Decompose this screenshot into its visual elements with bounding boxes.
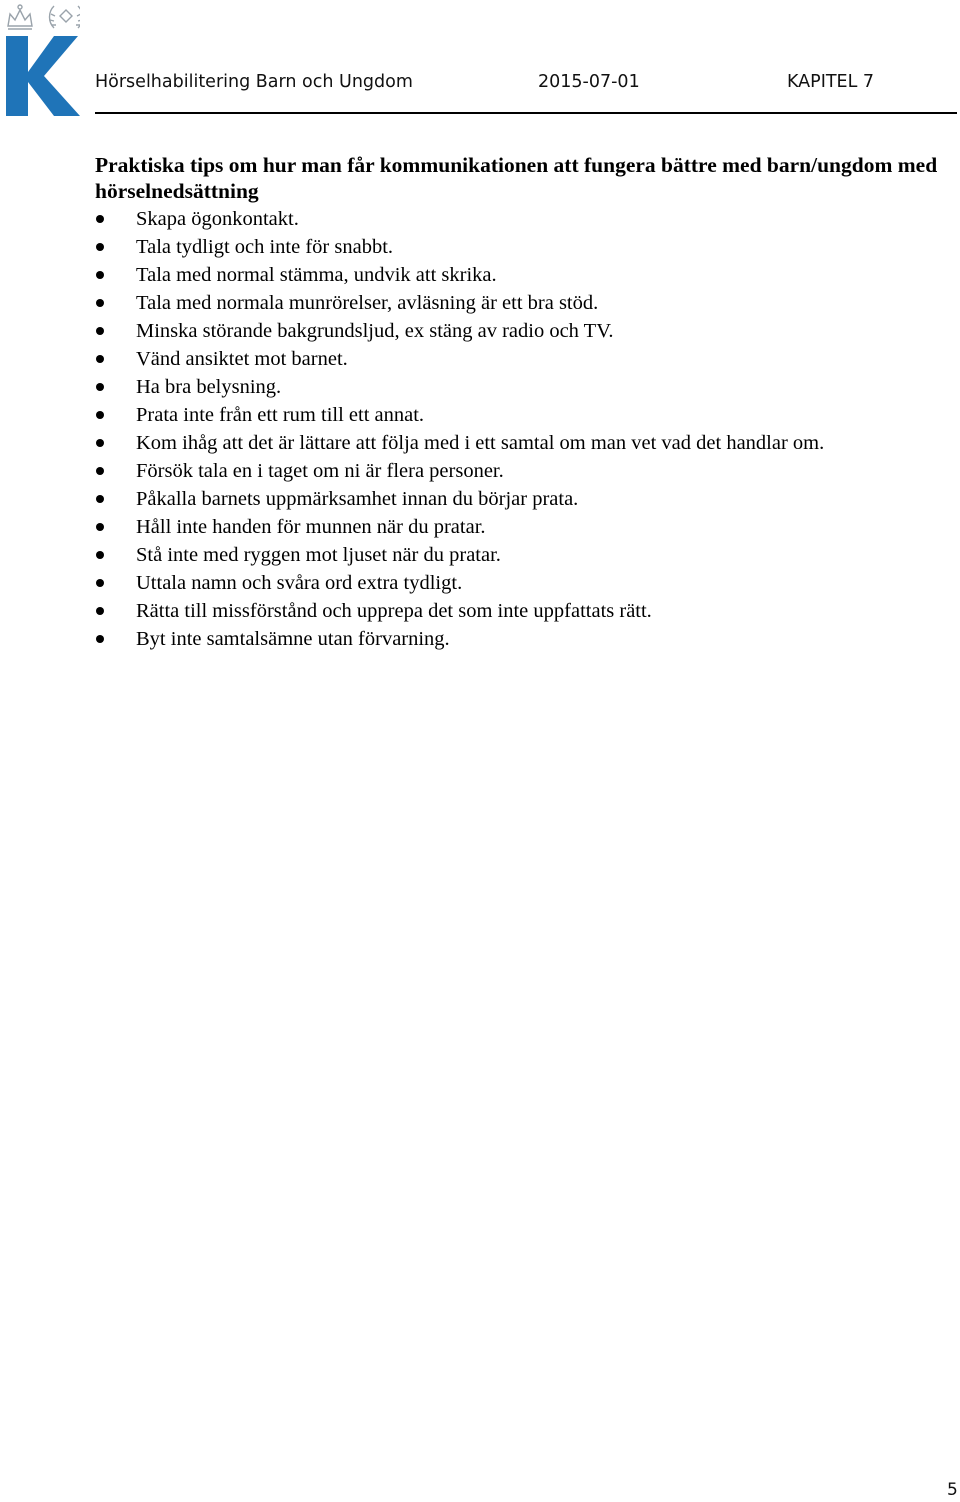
list-item xyxy=(95,485,955,513)
header-title: Hörselhabilitering Barn och Ungdom xyxy=(95,72,413,92)
list-item-text: Skapa ögonkontakt. xyxy=(136,208,299,230)
section-heading: Praktiska tips om hur man får kommunikationen att fungera bättre med barn/ungdom med hörselnedsättning xyxy=(95,153,938,203)
list-item-text: Tala med normala munrörelser, avläsning är ett bra stöd. xyxy=(136,292,599,314)
header-divider xyxy=(95,112,957,114)
list-item xyxy=(95,289,955,317)
list-item xyxy=(95,317,955,345)
list-item-text: Vänd ansiktet mot barnet. xyxy=(136,348,348,370)
list-item xyxy=(95,513,955,541)
list-item-text: Håll inte handen för munnen när du pratar. xyxy=(136,516,486,538)
list-item xyxy=(95,541,955,569)
main-content xyxy=(95,152,955,653)
list-item xyxy=(95,625,955,653)
list-item-text: Stå inte med ryggen mot ljuset när du pratar. xyxy=(136,544,501,566)
tips-list xyxy=(95,205,955,653)
bullet-icon xyxy=(96,495,104,503)
list-item-text: Påkalla barnets uppmärksamhet innan du börjar prata. xyxy=(136,488,579,510)
bullet-icon xyxy=(96,215,104,223)
list-item xyxy=(95,373,955,401)
list-item-text: Tala med normal stämma, undvik att skrika. xyxy=(136,264,497,286)
list-item xyxy=(95,233,955,261)
bullet-icon xyxy=(96,523,104,531)
bullet-icon xyxy=(96,271,104,279)
list-item xyxy=(95,261,955,289)
list-item-text: Prata inte från ett rum till ett annat. xyxy=(136,404,425,426)
bullet-icon xyxy=(96,439,104,447)
list-item xyxy=(95,597,955,625)
list-item xyxy=(95,401,955,429)
bullet-icon xyxy=(96,383,104,391)
list-item-text: Ha bra belysning. xyxy=(136,376,282,398)
list-item-text: Byt inte samtalsämne utan förvarning. xyxy=(136,628,450,650)
page-header xyxy=(95,72,957,96)
bullet-icon xyxy=(96,411,104,419)
karolinska-logo xyxy=(4,2,80,116)
bullet-icon xyxy=(96,327,104,335)
bullet-icon xyxy=(96,551,104,559)
k-letter-icon xyxy=(6,36,80,116)
bullet-icon xyxy=(96,355,104,363)
list-item-text: Kom ihåg att det är lättare att följa med i ett samtal om man vet vad det handlar om. xyxy=(136,432,825,454)
bullet-icon xyxy=(96,635,104,643)
bullet-icon xyxy=(96,243,104,251)
crown-icon xyxy=(8,5,32,29)
list-item xyxy=(95,345,955,373)
list-item xyxy=(95,205,955,233)
bullet-icon xyxy=(96,299,104,307)
bullet-icon xyxy=(96,607,104,615)
list-item-text: Minska störande bakgrundsljud, ex stäng av radio och TV. xyxy=(136,320,614,342)
bullet-icon xyxy=(96,467,104,475)
header-chapter: KAPITEL 7 xyxy=(787,72,875,92)
list-item-text: Tala tydligt och inte för snabbt. xyxy=(136,236,394,258)
list-item-text: Försök tala en i taget om ni är flera personer. xyxy=(136,460,504,482)
laurel-icon xyxy=(50,6,81,28)
list-item-text: Rätta till missförstånd och upprepa det som inte uppfattats rätt. xyxy=(136,600,652,622)
page-number: 5 xyxy=(947,1480,958,1500)
list-item-text: Uttala namn och svåra ord extra tydligt. xyxy=(136,572,463,594)
bullet-icon xyxy=(96,579,104,587)
list-item xyxy=(95,569,955,597)
list-item xyxy=(95,429,955,457)
header-date: 2015-07-01 xyxy=(538,72,640,92)
list-item xyxy=(95,457,955,485)
